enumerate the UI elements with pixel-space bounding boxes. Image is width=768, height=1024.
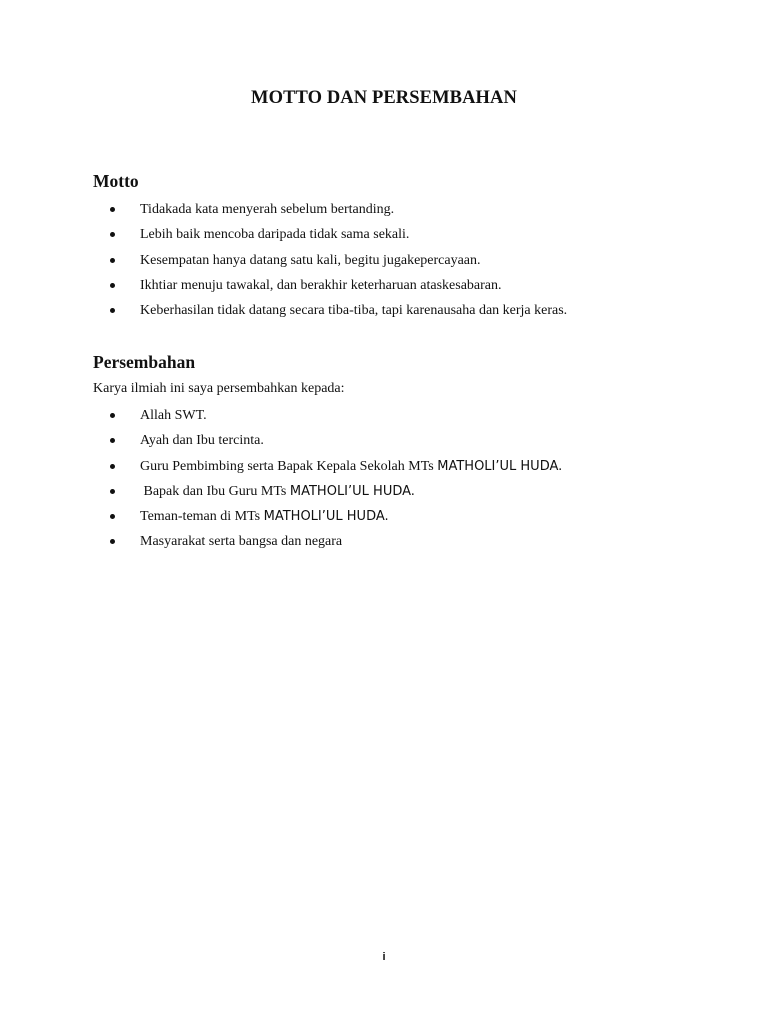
motto-heading: Motto [93,171,139,191]
persembahan-item-text [140,458,562,476]
item-text: Guru Pembimbing serta Bapak Kepala Sekolah MTs [140,458,438,474]
item-text: Bapak dan Ibu Guru MTs [140,483,290,499]
motto-item [110,252,730,277]
bullet-icon [110,514,115,519]
item-text: Allah SWT. [140,408,207,423]
persembahan-list [110,407,730,559]
bullet-icon [110,232,115,237]
school-name: MATHOLI’UL HUDA. [289,483,415,499]
motto-item-text: Kesempatan hanya datang satu kali, begitu jugakepercayaan. [140,252,481,268]
bullet-icon [110,539,115,544]
bullet-icon [110,464,115,469]
motto-item [110,302,730,327]
persembahan-item-text [140,483,415,501]
persembahan-item-text [140,407,207,425]
item-text: Teman-teman di MTs [140,509,264,525]
persembahan-item-text [140,533,342,551]
motto-item [110,226,730,251]
motto-item-text: Ikhtiar menuju tawakal, dan berakhir keterharuan ataskesabaran. [140,277,502,293]
bullet-icon [110,283,115,288]
item-text: Masyarakat serta bangsa dan negara [140,534,343,550]
motto-item-text: Lebih baik mencoba daripada tidak sama sekali. [140,227,410,243]
persembahan-item [110,533,730,558]
persembahan-heading: Persembahan [93,352,196,372]
bullet-icon [110,413,115,418]
bullet-icon [110,308,115,313]
persembahan-item-text [140,432,264,450]
motto-item [110,201,730,226]
school-name: MATHOLI’UL HUDA. [263,509,389,525]
persembahan-item-text [140,508,389,526]
bullet-icon [110,489,115,494]
bullet-icon [110,258,115,263]
bullet-icon [110,438,115,443]
bullet-icon [110,207,115,212]
motto-item-text: Tidakada kata menyerah sebelum bertanding. [140,202,395,217]
persembahan-item [110,432,730,457]
motto-item [110,277,730,302]
persembahan-item [110,508,730,533]
motto-item-text: Keberhasilan tidak datang secara tiba-tiba, tapi karenausaha dan kerja keras. [140,303,568,319]
persembahan-item [110,483,730,508]
page-number: i [382,951,386,963]
page-title: MOTTO DAN PERSEMBAHAN [251,88,517,108]
persembahan-intro: Karya ilmiah ini saya persembahkan kepada: [93,381,345,396]
persembahan-item [110,407,730,432]
persembahan-item [110,458,730,483]
item-text: Ayah dan Ibu tercinta. [140,433,264,449]
motto-list [110,201,730,327]
school-name: MATHOLI’UL HUDA. [437,458,563,474]
